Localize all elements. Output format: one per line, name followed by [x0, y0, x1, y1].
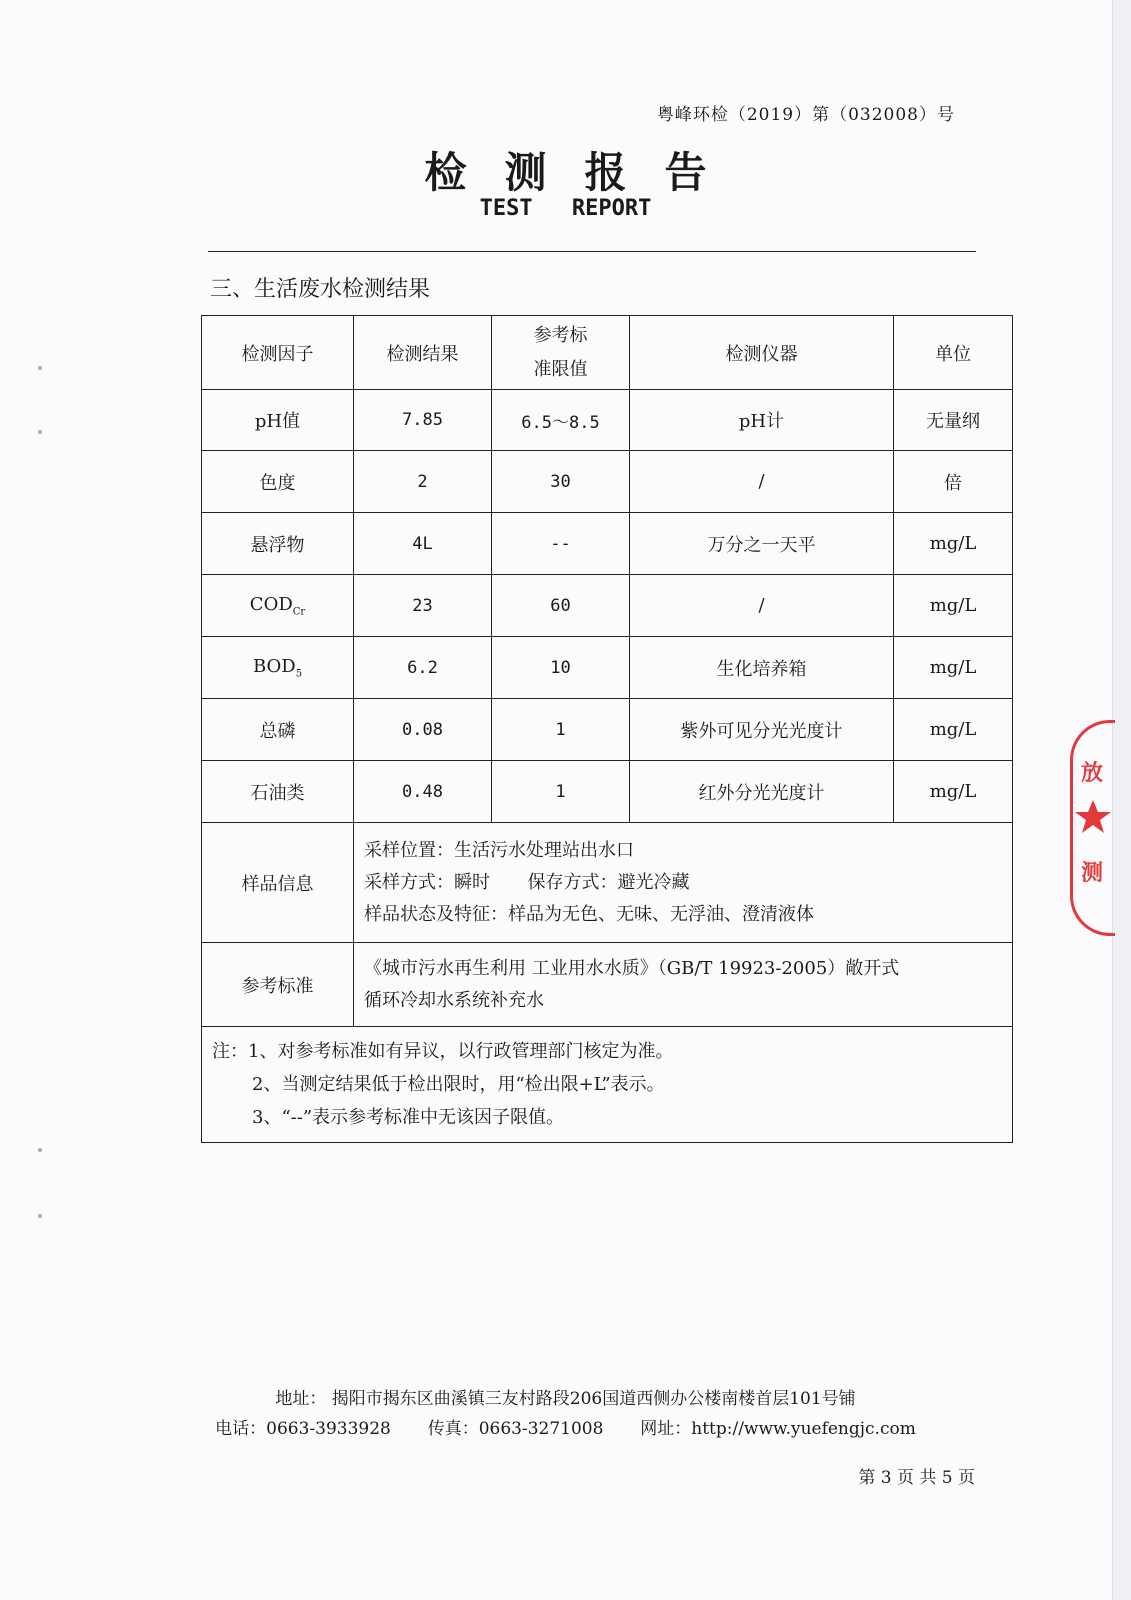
cell-result: 6.2: [354, 637, 492, 699]
header-unit: 单位: [894, 316, 1013, 390]
cell-unit: mg/L: [894, 699, 1013, 761]
table-row: [202, 699, 1013, 761]
cell-unit: mg/L: [894, 637, 1013, 699]
sample-method: 采样方式：瞬时: [364, 871, 490, 893]
table-row: [202, 761, 1013, 823]
footer-address: 地址： 揭阳市揭东区曲溪镇三友村路段206国道西侧办公楼南楼首层101号铺: [275, 1389, 856, 1409]
cell-factor: 色度: [202, 451, 354, 513]
sample-info-row: [202, 823, 1013, 943]
reference-row: [202, 943, 1013, 1027]
header-result: 检测结果: [354, 316, 492, 390]
scan-dot: [38, 430, 42, 434]
cell-limit: 1: [492, 761, 630, 823]
section-title: 三、生活废水检测结果: [210, 277, 431, 302]
factor-sub: Cr: [292, 606, 306, 618]
scan-dot: [38, 366, 42, 370]
report-number: 粤峰环检（2019）第（032008）号: [656, 105, 955, 125]
cell-unit: mg/L: [894, 513, 1013, 575]
note-2: 2、当测定结果低于检出限时，用“检出限+L”表示。: [252, 1074, 665, 1095]
reference-line2: 循环冷却水系统补充水: [364, 989, 544, 1011]
header-instrument: 检测仪器: [630, 316, 894, 390]
factor-sub: 5: [295, 668, 303, 680]
scan-dot: [38, 1148, 42, 1152]
cell-factor: pH值: [202, 390, 354, 451]
cell-result: 4L: [354, 513, 492, 575]
notes-row: [202, 1027, 1013, 1143]
cell-instrument: 生化培养箱: [630, 637, 894, 699]
cell-limit: 6.5～8.5: [492, 390, 630, 451]
footer-contact: [0, 1414, 1131, 1439]
note-1: 注：1、对参考标准如有异议，以行政管理部门核定为准。: [212, 1041, 674, 1062]
header-limit-line2: 准限值: [533, 358, 588, 380]
seal-text-top: 放: [1081, 760, 1104, 786]
cell-limit: 10: [492, 637, 630, 699]
footer-phone: 电话：0663-3933928: [215, 1419, 391, 1439]
seal-star-icon: [1075, 799, 1111, 835]
cell-factor: 悬浮物: [202, 513, 354, 575]
notes-content: [202, 1027, 1013, 1143]
table-row: [202, 575, 1013, 637]
official-seal: [1070, 720, 1115, 936]
cell-unit: 倍: [894, 451, 1013, 513]
reference-line1: 《城市污水再生利用 工业用水水质》（GB/T 19923-2005）敞开式: [364, 957, 900, 979]
cell-limit: 30: [492, 451, 630, 513]
sample-state: 样品状态及特征：样品为无色、无味、无浮油、澄清液体: [364, 903, 814, 925]
table-row: [202, 451, 1013, 513]
cell-unit: 无量纲: [894, 390, 1013, 451]
footer-fax: 传真：0663-3271008: [427, 1419, 604, 1439]
sample-info-content: [354, 823, 1013, 943]
cell-instrument: 紫外可见分光光度计: [630, 699, 894, 761]
title-en: TEST REPORT: [479, 196, 652, 221]
cell-result: 7.85: [354, 390, 492, 451]
cell-instrument: 红外分光光度计: [630, 761, 894, 823]
factor-main: BOD: [252, 655, 296, 677]
sample-info-label: 样品信息: [202, 823, 354, 943]
cell-result: 0.08: [354, 699, 492, 761]
reference-content: [354, 943, 1013, 1027]
results-table: [201, 315, 1013, 1143]
cell-instrument: pH计: [630, 390, 894, 451]
cell-result: 23: [354, 575, 492, 637]
header-limit-line1: 参考标: [533, 324, 588, 346]
table-row: [202, 390, 1013, 451]
sample-location: 采样位置：生活污水处理站出水口: [364, 839, 634, 861]
cell-instrument: /: [630, 575, 894, 637]
cell-factor: 总磷: [202, 699, 354, 761]
cell-result: 2: [354, 451, 492, 513]
footer-website: 网址：http://www.yuefengjc.com: [640, 1419, 916, 1439]
reference-label: 参考标准: [202, 943, 354, 1027]
table-row: [202, 513, 1013, 575]
cell-factor: 石油类: [202, 761, 354, 823]
cell-limit: --: [492, 513, 630, 575]
table-header-row: [202, 316, 1013, 390]
header-limit: [492, 316, 630, 390]
scan-dot: [38, 1214, 42, 1218]
sample-method-line: [364, 867, 1002, 899]
cell-unit: mg/L: [894, 761, 1013, 823]
page-number: 第 3 页 共 5 页: [858, 1468, 975, 1488]
header-factor: 检测因子: [202, 316, 354, 390]
header-rule: [208, 251, 976, 252]
seal-text-bottom: 测: [1081, 860, 1104, 886]
cell-instrument: 万分之一天平: [630, 513, 894, 575]
cell-limit: 1: [492, 699, 630, 761]
cell-result: 0.48: [354, 761, 492, 823]
cell-factor: [202, 637, 354, 699]
note-3: 3、“--”表示参考标准中无该因子限值。: [252, 1107, 565, 1128]
cell-instrument: /: [630, 451, 894, 513]
cell-unit: mg/L: [894, 575, 1013, 637]
title-cn: 检测报告: [424, 148, 745, 197]
cell-limit: 60: [492, 575, 630, 637]
table-row: [202, 637, 1013, 699]
cell-factor: [202, 575, 354, 637]
storage-method: 保存方式：避光冷藏: [527, 871, 690, 893]
factor-main: COD: [249, 593, 293, 615]
